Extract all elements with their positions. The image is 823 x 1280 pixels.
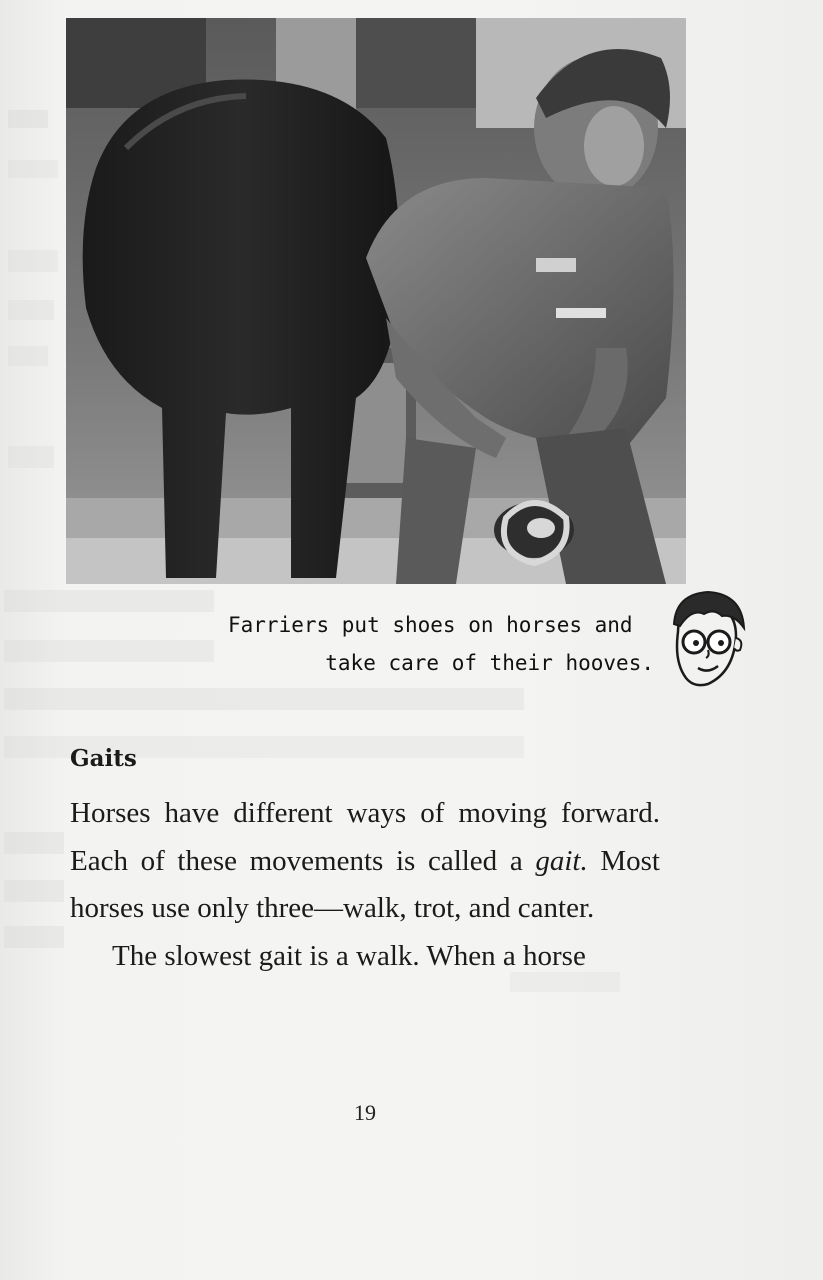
bleed-through-mark: [8, 446, 54, 468]
page-number: 19: [354, 1100, 376, 1125]
bleed-through-mark: [8, 110, 48, 128]
photo-caption: [222, 606, 662, 682]
farrier-photo: [66, 18, 686, 584]
bleed-through-mark: [4, 926, 64, 948]
caption-line-2: take care of their hooves.: [325, 651, 654, 675]
body-text: [70, 790, 660, 980]
bleed-through-mark: [4, 640, 214, 662]
bleed-through-mark: [8, 160, 58, 178]
section-heading: Gaits: [70, 745, 137, 772]
bleed-through-mark: [8, 250, 58, 272]
bleed-through-mark: [8, 300, 54, 320]
bleed-through-mark: [4, 880, 64, 902]
cartoon-boy-icon: [664, 584, 750, 696]
paragraph-1-text-after: Most horses use only three—walk, trot, and canter.: [70, 844, 660, 924]
paragraph-2: The slowest gait is a walk. When a horse: [112, 939, 586, 972]
farrier-photo-illustration: [66, 18, 686, 584]
gait-term: gait.: [535, 844, 588, 877]
bleed-through-mark: [4, 590, 214, 612]
caption-line-1: Farriers put shoes on horses and: [228, 613, 633, 637]
cartoon-boy-drawing: [664, 584, 750, 696]
paragraph-1-text-before: Horses have different ways of moving forward. Each of these movements is called a: [70, 797, 660, 877]
bleed-through-mark: [4, 832, 64, 854]
paragraph-1: [70, 790, 660, 933]
bleed-through-mark: [8, 346, 48, 366]
bleed-through-mark: [4, 688, 524, 710]
